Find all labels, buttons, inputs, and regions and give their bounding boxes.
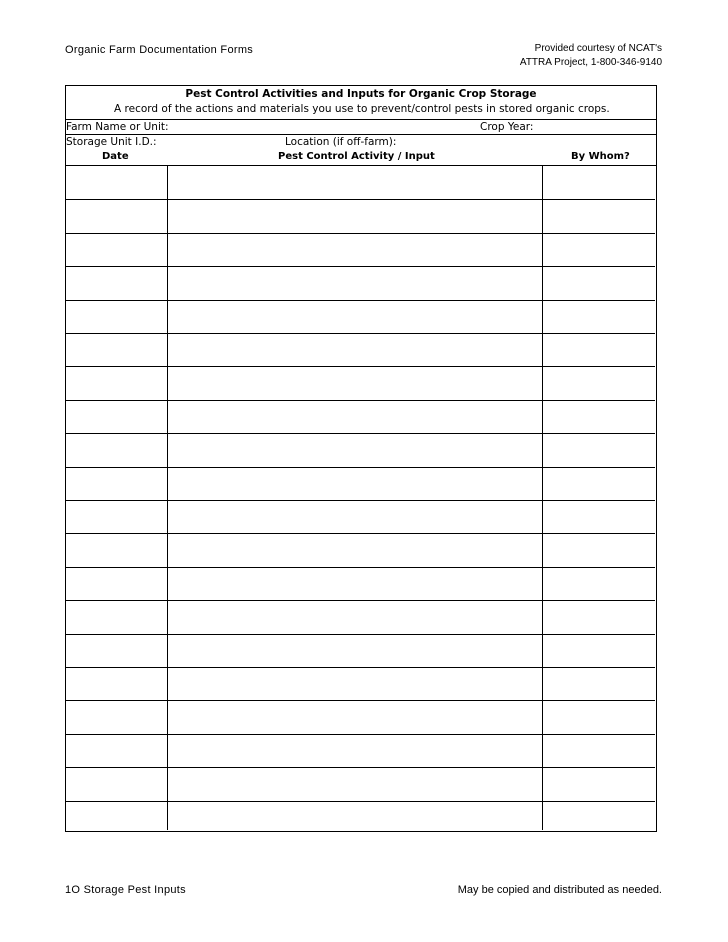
table-row-line [66,667,655,668]
table-row-line [66,333,655,334]
table-row-line [66,767,655,768]
footer-copy-notice: May be copied and distributed as needed. [457,884,662,896]
table-row-line [66,366,655,367]
table-row-line [66,634,655,635]
form-title: Pest Control Activities and Inputs for Organic Crop Storage [185,88,537,100]
pest-control-form [65,85,657,832]
location-label: Location (if off-farm): [285,136,397,148]
table-row-line [66,500,655,501]
table-row-line [66,533,655,534]
table-row-line [66,199,655,200]
table-row-line [66,700,655,701]
table-row-line [66,467,655,468]
storage-unit-label: Storage Unit I.D.: [66,136,157,148]
table-row-line [66,300,655,301]
table-row-line [66,266,655,267]
header-form-series: Organic Farm Documentation Forms [65,44,254,56]
divider [66,119,656,120]
form-subtitle: A record of the actions and materials you use to prevent/control pests in stored organic crops. [114,103,610,115]
header-credit-line1: Provided courtesy of NCAT's [534,43,662,54]
footer-form-id: 1O Storage Pest Inputs [65,884,186,896]
column-header-activity: Pest Control Activity / Input [278,151,435,162]
record-table [66,166,655,830]
table-row-line [66,567,655,568]
table-row-line [66,600,655,601]
crop-year-label: Crop Year: [480,121,534,133]
header-credit [520,42,662,70]
divider [66,134,656,135]
table-row-line [66,433,655,434]
table-row-line [66,801,655,802]
table-row-line [66,734,655,735]
header-credit-line2: ATTRA Project, 1-800-346-9140 [519,57,662,68]
table-row-line [66,233,655,234]
farm-name-label: Farm Name or Unit: [66,121,169,133]
column-header-date: Date [102,151,129,162]
table-row-line [66,400,655,401]
column-header-by-whom: By Whom? [571,151,630,162]
